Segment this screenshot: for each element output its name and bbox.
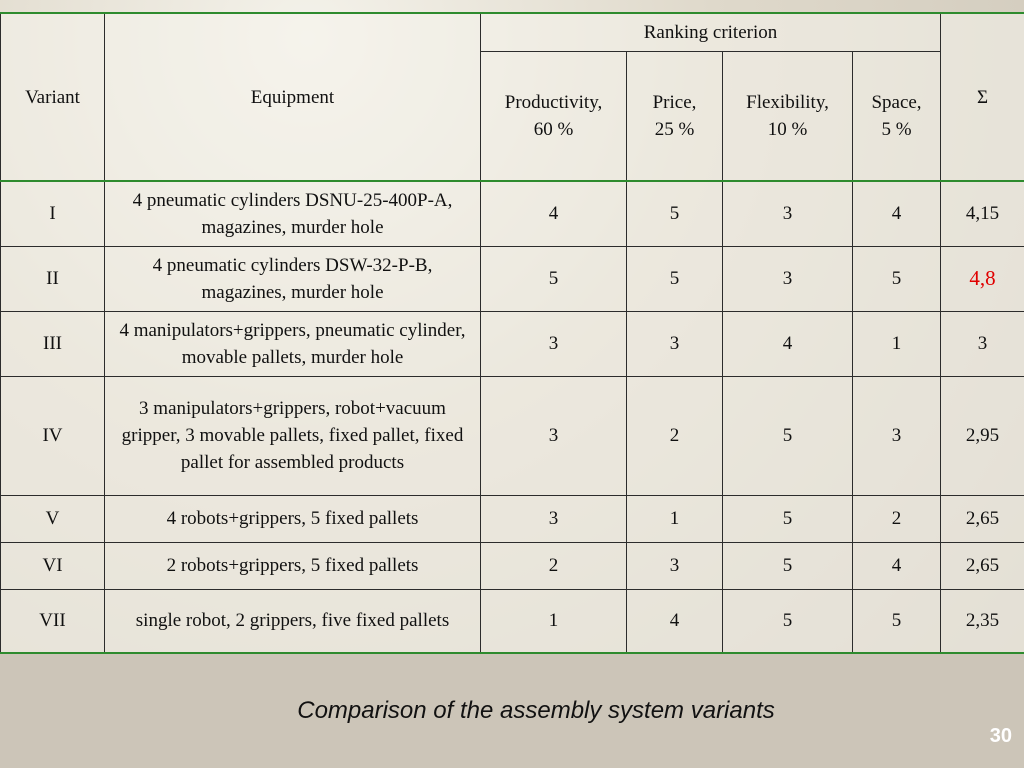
score-cell: 3: [723, 246, 853, 311]
sum-cell-best: 4,8: [941, 246, 1024, 311]
score-cell: 3: [627, 542, 723, 589]
sum-cell: 2,35: [941, 589, 1024, 653]
score-cell: 1: [627, 495, 723, 542]
criterion-weight: 25 %: [654, 119, 695, 140]
variant-cell: III: [1, 311, 105, 376]
score-cell: 4: [627, 589, 723, 653]
table-row: [1, 495, 1024, 542]
sum-cell: 2,65: [941, 542, 1024, 589]
criterion-weight: 10 %: [767, 119, 808, 140]
header-criterion-space: [853, 52, 941, 182]
header-row: [1, 13, 1024, 52]
variant-cell: II: [1, 246, 105, 311]
score-cell: 5: [627, 181, 723, 246]
table-row: [1, 376, 1024, 495]
criterion-weight: 60 %: [533, 119, 574, 140]
score-cell: 1: [853, 311, 941, 376]
header-criterion-productivity: [481, 52, 627, 182]
score-cell: 3: [723, 181, 853, 246]
score-cell: 5: [853, 246, 941, 311]
equipment-cell: 4 pneumatic cylinders DSW-32-P-B, magazines, murder hole: [105, 246, 481, 311]
score-cell: 2: [627, 376, 723, 495]
header-equipment: Equipment: [105, 13, 481, 181]
variant-cell: VI: [1, 542, 105, 589]
criterion-name: Space,: [871, 92, 922, 113]
comparison-table: [0, 12, 1024, 654]
sum-cell: 2,65: [941, 495, 1024, 542]
table-row: [1, 542, 1024, 589]
score-cell: 5: [723, 589, 853, 653]
table-row: [1, 589, 1024, 653]
equipment-cell: single robot, 2 grippers, five fixed pallets: [105, 589, 481, 653]
equipment-cell: 2 robots+grippers, 5 fixed pallets: [105, 542, 481, 589]
table-caption: Comparison of the assembly system variants: [297, 697, 775, 724]
variant-cell: VII: [1, 589, 105, 653]
score-cell: 5: [627, 246, 723, 311]
score-cell: 3: [627, 311, 723, 376]
score-cell: 2: [853, 495, 941, 542]
criterion-name: Productivity,: [504, 92, 603, 113]
table-row: [1, 246, 1024, 311]
score-cell: 4: [853, 542, 941, 589]
score-cell: 5: [723, 542, 853, 589]
score-cell: 4: [853, 181, 941, 246]
equipment-cell: 4 pneumatic cylinders DSNU-25-400P-A, magazines, murder hole: [105, 181, 481, 246]
score-cell: 4: [723, 311, 853, 376]
criterion-name: Flexibility,: [746, 92, 829, 113]
header-ranking-criterion: Ranking criterion: [481, 13, 941, 52]
equipment-cell: 4 manipulators+grippers, pneumatic cylinder, movable pallets, murder hole: [105, 311, 481, 376]
score-cell: 5: [723, 495, 853, 542]
criterion-name: Price,: [652, 92, 697, 113]
table-row: [1, 181, 1024, 246]
equipment-cell: 4 robots+grippers, 5 fixed pallets: [105, 495, 481, 542]
variant-cell: I: [1, 181, 105, 246]
score-cell: 5: [723, 376, 853, 495]
score-cell: 3: [481, 311, 627, 376]
score-cell: 4: [481, 181, 627, 246]
score-cell: 3: [853, 376, 941, 495]
equipment-cell: 3 manipulators+grippers, robot+vacuum gripper, 3 movable pallets, fixed pallet, fixed pallet for assembled products: [105, 376, 481, 495]
table-row: [1, 311, 1024, 376]
score-cell: 5: [481, 246, 627, 311]
score-cell: 3: [481, 376, 627, 495]
header-criterion-flexibility: [723, 52, 853, 182]
variant-cell: IV: [1, 376, 105, 495]
header-criterion-price: [627, 52, 723, 182]
header-sum: Σ: [941, 13, 1024, 181]
sum-cell: 4,15: [941, 181, 1024, 246]
page-number: 30: [989, 725, 1012, 747]
sum-cell: 3: [941, 311, 1024, 376]
score-cell: 3: [481, 495, 627, 542]
criterion-weight: 5 %: [881, 119, 912, 140]
variant-cell: V: [1, 495, 105, 542]
header-variant: Variant: [1, 13, 105, 181]
sum-cell: 2,95: [941, 376, 1024, 495]
score-cell: 5: [853, 589, 941, 653]
score-cell: 1: [481, 589, 627, 653]
score-cell: 2: [481, 542, 627, 589]
